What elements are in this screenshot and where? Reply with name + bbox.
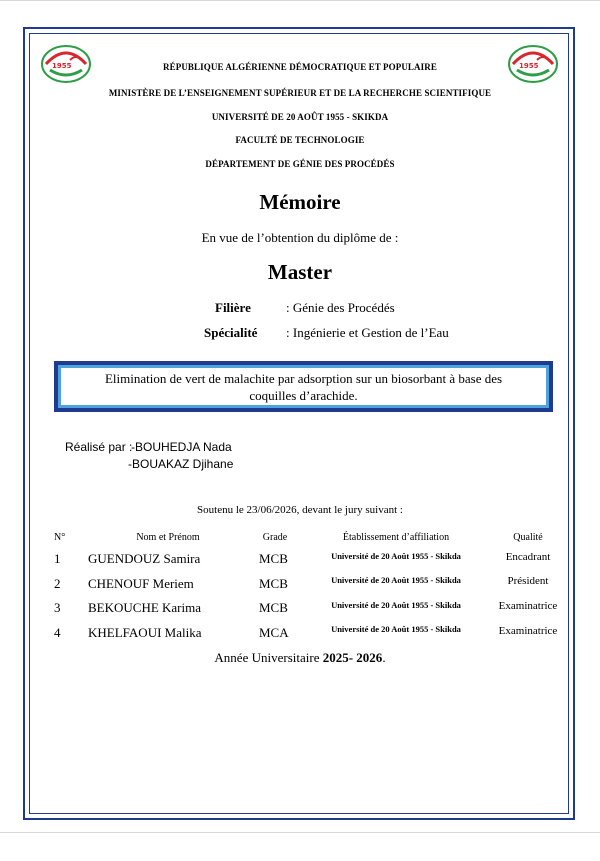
header-faculty: FACULTÉ DE TECHNOLOGIE <box>235 135 365 145</box>
svg-text:1955: 1955 <box>519 62 539 70</box>
jury-row-affiliation: Université de 20 Août 1955 - Skikda <box>331 551 461 561</box>
author-name: -BOUHEDJA Nada <box>131 440 232 454</box>
filiere-label: Filière <box>215 300 251 315</box>
page-frame-inner <box>29 33 569 814</box>
jury-row-name: BEKOUCHE Karima <box>88 600 202 615</box>
jury-row-number: 1 <box>54 551 61 566</box>
jury-row-number: 3 <box>54 600 61 615</box>
thesis-title-box <box>61 368 546 405</box>
jury-header-name: Nom et Prénom <box>136 532 200 543</box>
document-subtitle: En vue de l’obtention du diplôme de : <box>201 230 399 245</box>
jury-row-role: Examinatrice <box>498 625 558 637</box>
jury-row-grade: MCA <box>259 625 289 640</box>
svg-text:1955: 1955 <box>52 62 72 70</box>
jury-row-grade: MCB <box>259 600 288 615</box>
jury-header-grade: Grade <box>262 532 288 543</box>
header-university: UNIVERSITÉ DE 20 AOÛT 1955 - SKIKDA <box>211 112 389 122</box>
header-department: DÉPARTEMENT DE GÉNIE DES PROCÉDÉS <box>205 159 395 169</box>
document-type: Mémoire <box>259 190 341 214</box>
header-ministry: MINISTÈRE DE L’ENSEIGNEMENT SUPÉRIEUR ET DE LA RECHERCHE SCIENTIFIQUE <box>108 88 492 98</box>
jury-row-number: 2 <box>54 576 61 591</box>
header-republic: RÉPUBLIQUE ALGÉRIENNE DÉMOCRATIQUE ET POPULAIRE <box>163 62 437 72</box>
jury-header-number: N° <box>54 532 66 543</box>
authors-label: Réalisé par : <box>65 440 133 454</box>
jury-row-grade: MCB <box>259 551 288 566</box>
jury-row-name: KHELFAOUI Malika <box>88 625 202 640</box>
academic-year-end: . <box>382 650 386 665</box>
jury-row-name: GUENDOUZ Samira <box>88 551 201 566</box>
jury-row-affiliation: Université de 20 Août 1955 - Skikda <box>331 575 461 585</box>
page-bottom-rule <box>0 832 600 833</box>
thesis-title-line2: coquilles d’arachide. <box>249 388 358 403</box>
author-name: -BOUAKAZ Djihane <box>128 457 234 471</box>
jury-row-affiliation: Université de 20 Août 1955 - Skikda <box>331 600 461 610</box>
jury-row-role: Président <box>507 575 549 587</box>
jury-header-role: Qualité <box>513 532 543 543</box>
jury-row-role: Examinatrice <box>498 600 558 612</box>
specialite-value: : Ingénierie et Gestion de l’Eau <box>286 325 449 340</box>
jury-row-grade: MCB <box>259 576 288 591</box>
academic-year-label: Année Universitaire <box>214 650 320 665</box>
page-top-rule <box>0 0 600 1</box>
jury-row-affiliation: Université de 20 Août 1955 - Skikda <box>331 624 461 634</box>
thesis-title-line1: Elimination de vert de malachite par adsorption sur un biosorbant à base des <box>104 371 503 386</box>
academic-year-value: 2025- 2026 <box>322 650 383 665</box>
jury-header-affiliation: Établissement d’affiliation <box>342 532 450 543</box>
jury-row-role: Encadrant <box>505 551 551 563</box>
degree-title: Master <box>267 260 333 284</box>
academic-year <box>0 650 600 666</box>
specialite-label: Spécialité <box>204 325 258 340</box>
jury-row-number: 4 <box>54 625 61 640</box>
defense-statement: Soutenu le 23/06/2026, devant le jury suivant : <box>197 504 403 516</box>
filiere-value: : Génie des Procédés <box>286 300 395 315</box>
jury-row-name: CHENOUF Meriem <box>88 576 194 591</box>
